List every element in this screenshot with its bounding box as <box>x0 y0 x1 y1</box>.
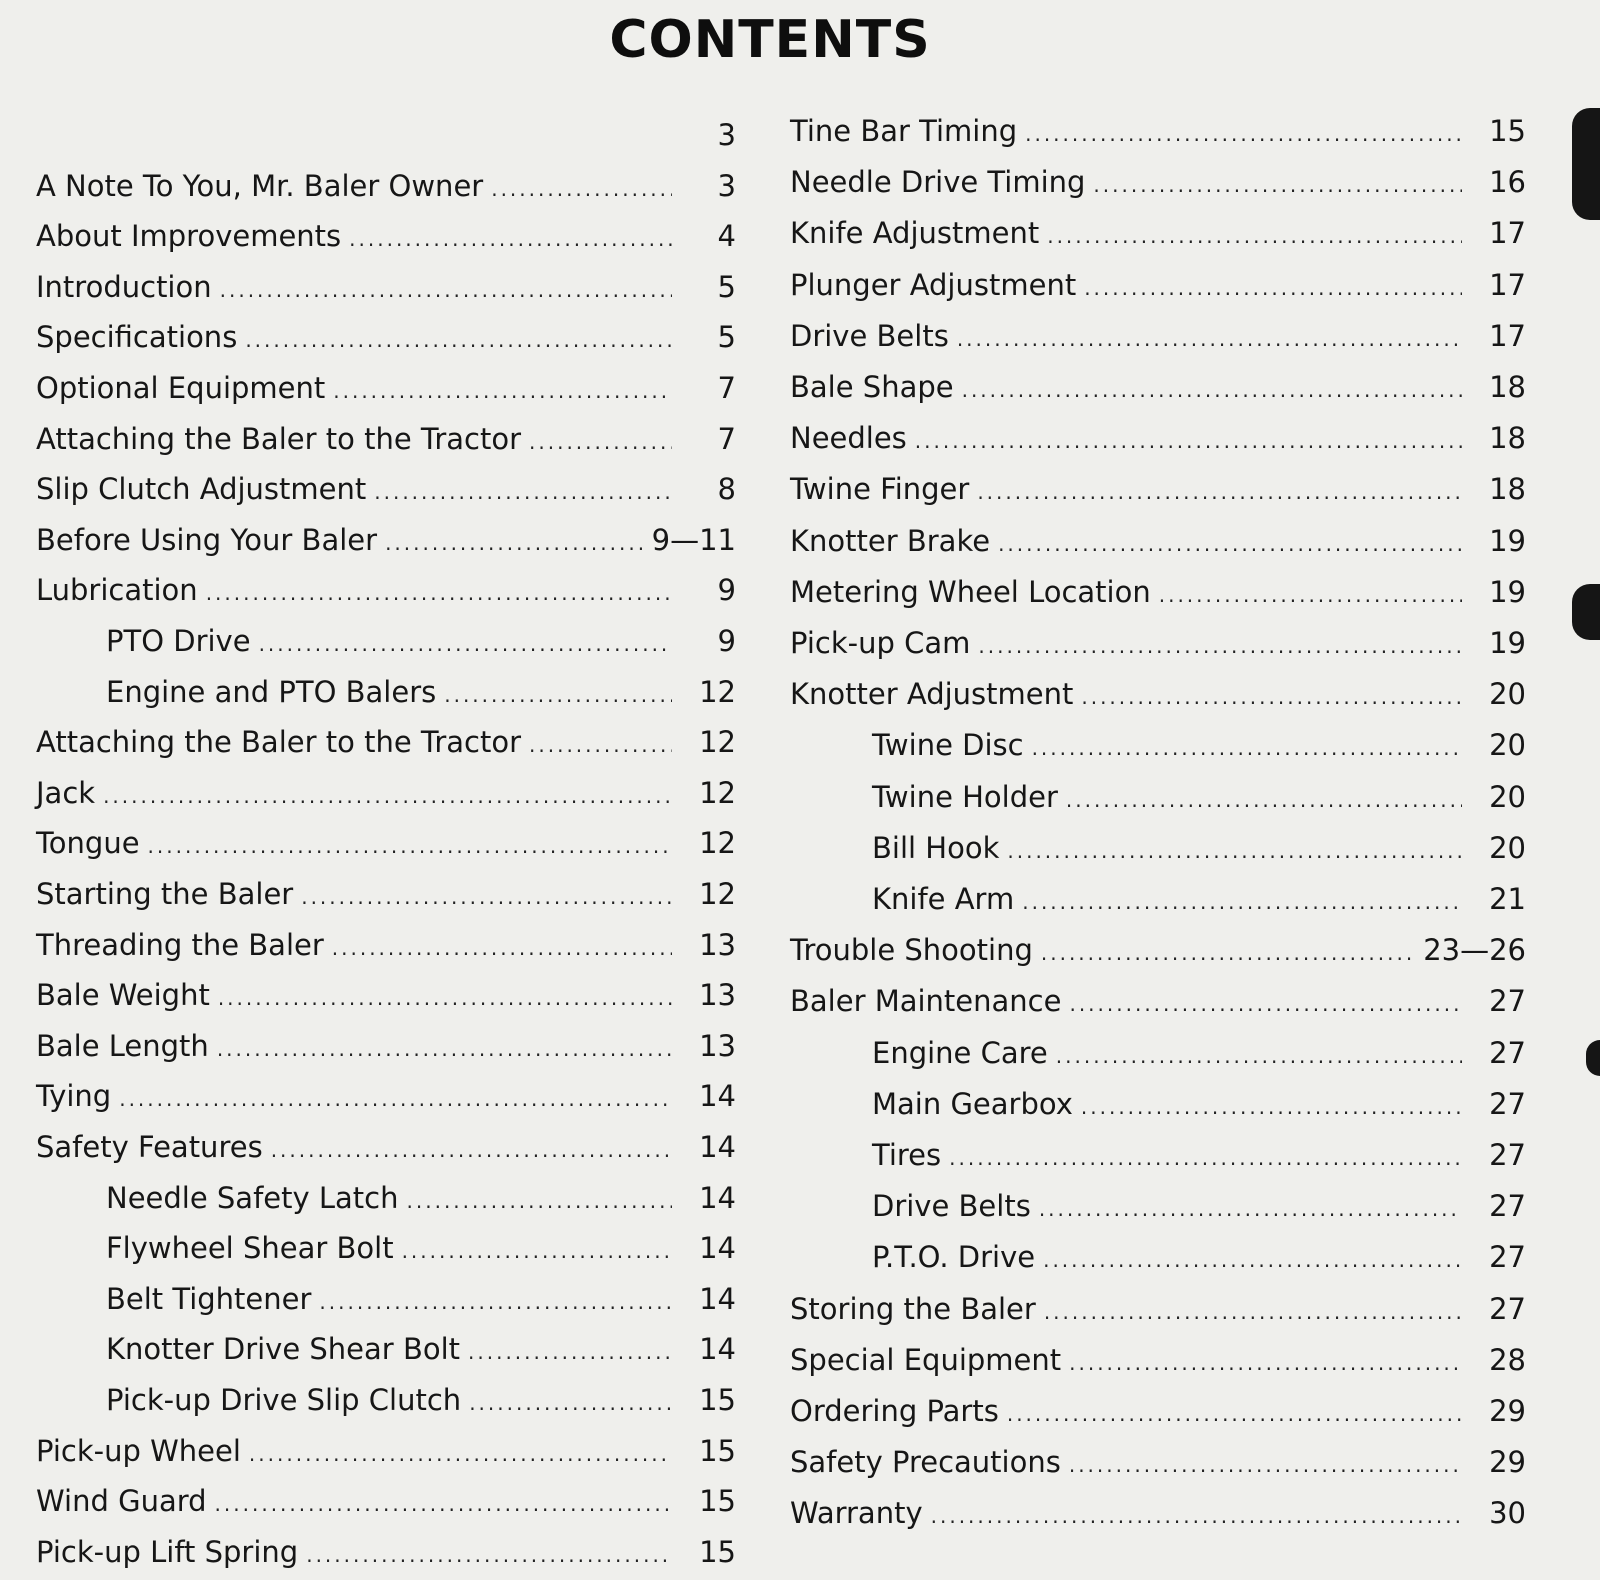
toc-entry-label: Threading the Baler <box>36 927 324 962</box>
dot-leader <box>332 927 672 969</box>
dot-leader <box>1043 1239 1462 1281</box>
toc-entry-label: Engine and PTO Balers <box>106 674 437 709</box>
toc-entry-page-number: 9—11 <box>651 522 736 557</box>
toc-entry-page-number: 15 <box>699 1433 736 1468</box>
toc-entry <box>36 1531 736 1573</box>
toc-entry-label: Tongue <box>36 826 140 861</box>
dot-leader <box>215 1483 672 1525</box>
toc-entry <box>790 417 1526 459</box>
toc-entry-label: Main Gearbox <box>872 1086 1073 1121</box>
dot-leader <box>374 471 672 513</box>
dot-leader <box>468 1331 672 1373</box>
toc-entry-page-number: 9 <box>717 573 736 608</box>
toc-entry <box>36 114 736 156</box>
toc-entry-page-number: 14 <box>699 1130 736 1164</box>
toc-entry <box>36 367 736 409</box>
toc-entry-page-number: 27 <box>1489 1086 1526 1121</box>
toc-entry-label: Knife Adjustment <box>790 216 1040 251</box>
toc-entry-page-number: 8 <box>717 472 736 507</box>
toc-entry-label: Specifications <box>36 320 238 355</box>
dot-leader <box>220 269 672 311</box>
toc-entry-page-number: 18 <box>1489 472 1526 507</box>
toc-entry <box>36 468 736 510</box>
toc-entry-page-number: 14 <box>699 1079 736 1114</box>
toc-entry <box>36 772 736 814</box>
toc-entry-page-number: 27 <box>1489 1035 1526 1070</box>
dot-leader <box>1032 727 1462 769</box>
toc-entry-page-number: 28 <box>1489 1342 1526 1377</box>
toc-entry-page-number: 5 <box>717 320 736 355</box>
dot-leader <box>206 572 672 614</box>
toc-entry-label: Bill Hook <box>872 830 1000 865</box>
toc-entry-page-number: 18 <box>1489 370 1526 404</box>
toc-entry-label: Ordering Parts <box>790 1394 999 1428</box>
toc-entry-page-number: 14 <box>699 1332 736 1367</box>
toc-entry-page-number: 12 <box>699 775 736 810</box>
toc-entry-label: Flywheel Shear Bolt <box>106 1231 394 1266</box>
toc-entry <box>872 1032 1526 1074</box>
toc-entry-label: Attaching the Baler to the Tractor <box>36 725 522 760</box>
dot-leader <box>249 1433 672 1475</box>
toc-entry-page-number: 20 <box>1489 779 1526 814</box>
toc-entry-page-number: 5 <box>717 269 736 304</box>
toc-entry-label: Twine Disc <box>872 728 1024 763</box>
toc-entry <box>790 673 1526 715</box>
toc-entry <box>790 929 1526 971</box>
toc-entry-label: Needle Drive Timing <box>790 165 1086 200</box>
dot-leader <box>1022 881 1462 923</box>
toc-entry-page-number: 12 <box>699 877 736 911</box>
toc-entry-page-number: 27 <box>1489 1138 1526 1172</box>
toc-entry-page-number: 15 <box>699 1534 736 1569</box>
toc-entry <box>36 266 736 308</box>
dot-leader <box>529 724 672 766</box>
toc-entry-label: Jack <box>36 775 96 810</box>
toc-entry <box>36 165 736 207</box>
dot-leader <box>1007 830 1462 872</box>
toc-entry-label: P.T.O. Drive <box>872 1240 1036 1275</box>
toc-entry-page-number: 29 <box>1489 1394 1526 1428</box>
toc-entry <box>790 1441 1526 1483</box>
toc-entry-label: Wind Guard <box>36 1484 207 1519</box>
toc-entry-label: A Note To You, Mr. Baler Owner <box>36 168 484 203</box>
toc-entry-label: Introduction <box>36 269 212 304</box>
toc-entry <box>36 1480 736 1522</box>
toc-entry <box>872 827 1526 869</box>
toc-entry <box>36 974 736 1016</box>
dot-leader <box>301 876 672 918</box>
dot-leader <box>444 674 672 716</box>
dot-leader <box>217 1028 672 1070</box>
toc-entry-label: Storing the Baler <box>790 1291 1036 1326</box>
dot-leader <box>1069 1342 1462 1384</box>
toc-entry-page-number: 20 <box>1489 677 1526 712</box>
toc-entry-page-number: 3 <box>717 118 736 152</box>
index-tab-marker <box>1572 108 1600 220</box>
toc-entry <box>790 520 1526 562</box>
toc-entry <box>106 671 736 713</box>
toc-entry <box>790 468 1526 510</box>
toc-entry <box>790 264 1526 306</box>
toc-entry-label: Pick-up Cam <box>790 626 971 660</box>
toc-entry <box>872 1134 1526 1176</box>
toc-entry-label: Engine Care <box>872 1035 1048 1070</box>
dot-leader <box>103 775 672 817</box>
toc-entry-page-number: 15 <box>699 1383 736 1417</box>
dot-leader <box>407 1180 672 1222</box>
toc-entry-label: Safety Features <box>36 1130 263 1164</box>
toc-entry-page-number: 14 <box>699 1180 736 1215</box>
dot-leader <box>1044 1291 1462 1333</box>
toc-entry-label: Attaching the Baler to the Tractor <box>36 421 522 456</box>
dot-leader <box>1066 779 1462 821</box>
toc-entry-label: Trouble Shooting <box>790 933 1033 968</box>
toc-entry-label: Pick-up Lift Spring <box>36 1534 299 1569</box>
dot-leader <box>1081 1086 1462 1128</box>
toc-entry <box>872 878 1526 920</box>
toc-entry-page-number: 30 <box>1489 1496 1526 1531</box>
toc-entry <box>36 822 736 864</box>
dot-leader <box>931 1495 1462 1537</box>
toc-entry <box>790 571 1526 613</box>
dot-leader <box>218 977 672 1019</box>
toc-entry-page-number: 20 <box>1489 830 1526 865</box>
toc-entry <box>872 1236 1526 1278</box>
toc-entry <box>106 620 736 662</box>
toc-entry-page-number: 27 <box>1489 1240 1526 1275</box>
toc-entry-page-number: 27 <box>1489 984 1526 1019</box>
toc-entry-page-number: 9 <box>717 624 736 658</box>
dot-leader <box>119 1078 672 1120</box>
toc-entry-page-number: 7 <box>717 371 736 405</box>
toc-entry <box>36 1430 736 1472</box>
toc-entry-label: Twine Finger <box>790 472 970 507</box>
dot-leader <box>529 421 672 463</box>
dot-leader <box>349 218 672 260</box>
dot-leader <box>1047 215 1462 257</box>
toc-entry-page-number: 21 <box>1489 882 1526 916</box>
toc-entry <box>36 569 736 611</box>
toc-entry-label: Metering Wheel Location <box>790 574 1151 609</box>
toc-entry-label: Lubrication <box>36 573 198 608</box>
toc-entry <box>872 724 1526 766</box>
toc-entry <box>36 1126 736 1168</box>
dot-leader <box>306 1534 672 1576</box>
toc-entry-label: Belt Tightener <box>106 1281 312 1316</box>
toc-entry-label: Tying <box>36 1079 112 1114</box>
dot-leader <box>1007 1393 1462 1435</box>
dot-leader <box>1093 164 1462 206</box>
dot-leader <box>491 168 672 210</box>
toc-entry <box>790 1492 1526 1534</box>
dot-leader <box>1056 1035 1462 1077</box>
toc-entry-label: Pick-up Drive Slip Clutch <box>106 1383 462 1417</box>
toc-entry-label: Drive Belts <box>790 318 949 353</box>
toc-entry-label: Before Using Your Baler <box>36 522 378 557</box>
toc-entry <box>790 315 1526 357</box>
toc-entry <box>36 873 736 915</box>
toc-entry-page-number: 14 <box>699 1231 736 1266</box>
index-tab-marker <box>1572 584 1600 640</box>
dot-leader <box>1039 1188 1462 1230</box>
toc-entry-label: Special Equipment <box>790 1342 1062 1377</box>
toc-entry-page-number: 20 <box>1489 728 1526 763</box>
toc-entry <box>106 1278 736 1320</box>
dot-leader <box>1081 676 1462 718</box>
toc-entry <box>36 721 736 763</box>
toc-entry-label: Tires <box>872 1138 942 1172</box>
toc-entry-page-number: 17 <box>1489 267 1526 302</box>
toc-entry-page-number: 13 <box>699 978 736 1013</box>
dot-leader <box>148 825 672 867</box>
toc-entry-page-number: 12 <box>699 725 736 760</box>
dot-leader <box>978 625 1462 667</box>
dot-leader <box>333 370 672 412</box>
toc-entry <box>36 924 736 966</box>
toc-entry <box>790 110 1526 152</box>
toc-entry-page-number: 12 <box>699 826 736 861</box>
toc-entry-label: Slip Clutch Adjustment <box>36 472 367 507</box>
toc-entry-label: Knotter Drive Shear Bolt <box>106 1332 461 1367</box>
toc-entry-page-number: 29 <box>1489 1445 1526 1480</box>
toc-entry <box>790 1390 1526 1432</box>
toc-entry <box>106 1328 736 1370</box>
toc-entry <box>106 1227 736 1269</box>
toc-entry <box>36 1025 736 1067</box>
toc-entry-page-number: 15 <box>1489 114 1526 148</box>
toc-entry-page-number: 12 <box>699 674 736 709</box>
toc-entry-label: Bale Shape <box>790 370 954 404</box>
toc-entry-label: Optional Equipment <box>36 371 326 405</box>
toc-entry-label: Bale Length <box>36 1028 209 1063</box>
toc-entry <box>36 316 736 358</box>
toc-entry <box>790 980 1526 1022</box>
toc-entry-page-number: 19 <box>1489 574 1526 609</box>
toc-entry-page-number: 16 <box>1489 165 1526 200</box>
toc-entry-page-number: 17 <box>1489 216 1526 251</box>
dot-leader <box>962 369 1462 411</box>
dot-leader <box>402 1230 672 1272</box>
toc-entry-label: Bale Weight <box>36 978 210 1013</box>
toc-entry <box>872 776 1526 818</box>
toc-entry-label: Knife Arm <box>872 882 1015 916</box>
dot-leader <box>1069 983 1462 1025</box>
toc-entry-page-number: 14 <box>699 1281 736 1316</box>
dot-leader <box>1025 113 1462 155</box>
toc-entry <box>36 519 736 561</box>
toc-entry <box>790 1288 1526 1330</box>
dot-leader <box>1159 574 1462 616</box>
toc-entry <box>106 1379 736 1421</box>
toc-entry <box>790 1339 1526 1381</box>
toc-entry <box>36 1075 736 1117</box>
dot-leader <box>977 471 1462 513</box>
dot-leader <box>271 1129 672 1171</box>
toc-entry-page-number: 3 <box>717 168 736 203</box>
dot-leader <box>319 1281 672 1323</box>
dot-leader <box>469 1382 672 1424</box>
toc-entry-page-number: 19 <box>1489 523 1526 558</box>
toc-entry-page-number: 7 <box>717 421 736 456</box>
toc-entry-label: About Improvements <box>36 219 342 254</box>
dot-leader <box>1069 1444 1462 1486</box>
toc-entry-page-number: 19 <box>1489 626 1526 660</box>
toc-entry-label: Tine Bar Timing <box>790 114 1018 148</box>
dot-leader <box>385 522 644 564</box>
toc-entry <box>790 622 1526 664</box>
dot-leader <box>245 319 672 361</box>
toc-entry-page-number: 17 <box>1489 318 1526 353</box>
toc-entry-page-number: 27 <box>1489 1189 1526 1224</box>
toc-entry <box>872 1185 1526 1227</box>
toc-entry-label: Needle Safety Latch <box>106 1180 399 1215</box>
toc-entry-label: Pick-up Wheel <box>36 1433 241 1468</box>
toc-entry-label: Plunger Adjustment <box>790 267 1077 302</box>
page-title: CONTENTS <box>609 10 931 70</box>
toc-entry-page-number: 15 <box>699 1484 736 1519</box>
toc-entry <box>36 215 736 257</box>
toc-entry-page-number: 18 <box>1489 421 1526 456</box>
toc-entry-label: Knotter Brake <box>790 523 991 558</box>
dot-leader <box>915 420 1462 462</box>
toc-entry-label: Twine Holder <box>872 779 1058 814</box>
toc-entry-page-number: 13 <box>699 927 736 962</box>
toc-entry-label: Starting the Baler <box>36 877 294 911</box>
dot-leader <box>949 1137 1462 1179</box>
toc-entry <box>36 418 736 460</box>
toc-entry-label: Drive Belts <box>872 1189 1031 1224</box>
toc-entry <box>790 212 1526 254</box>
toc-entry-page-number: 4 <box>717 219 736 254</box>
dot-leader <box>957 318 1462 360</box>
toc-entry <box>106 1177 736 1219</box>
toc-entry <box>790 366 1526 408</box>
dot-leader <box>1041 932 1415 974</box>
toc-entry-label: Knotter Adjustment <box>790 677 1074 712</box>
toc-entry-label: PTO Drive <box>106 624 251 658</box>
toc-entry-label: Warranty <box>790 1496 923 1531</box>
toc-entry <box>872 1083 1526 1125</box>
toc-entry-page-number: 23—26 <box>1423 933 1526 968</box>
toc-entry-page-number: 13 <box>699 1028 736 1063</box>
toc-entry <box>790 161 1526 203</box>
toc-entry-label: Safety Precautions <box>790 1445 1061 1480</box>
dot-leader <box>998 523 1462 565</box>
toc-entry-label: Needles <box>790 421 907 456</box>
index-tab-marker <box>1586 1040 1600 1076</box>
toc-entry-label: Baler Maintenance <box>790 984 1062 1019</box>
dot-leader <box>1084 267 1462 309</box>
toc-entry-page-number: 27 <box>1489 1291 1526 1326</box>
dot-leader <box>259 623 672 665</box>
